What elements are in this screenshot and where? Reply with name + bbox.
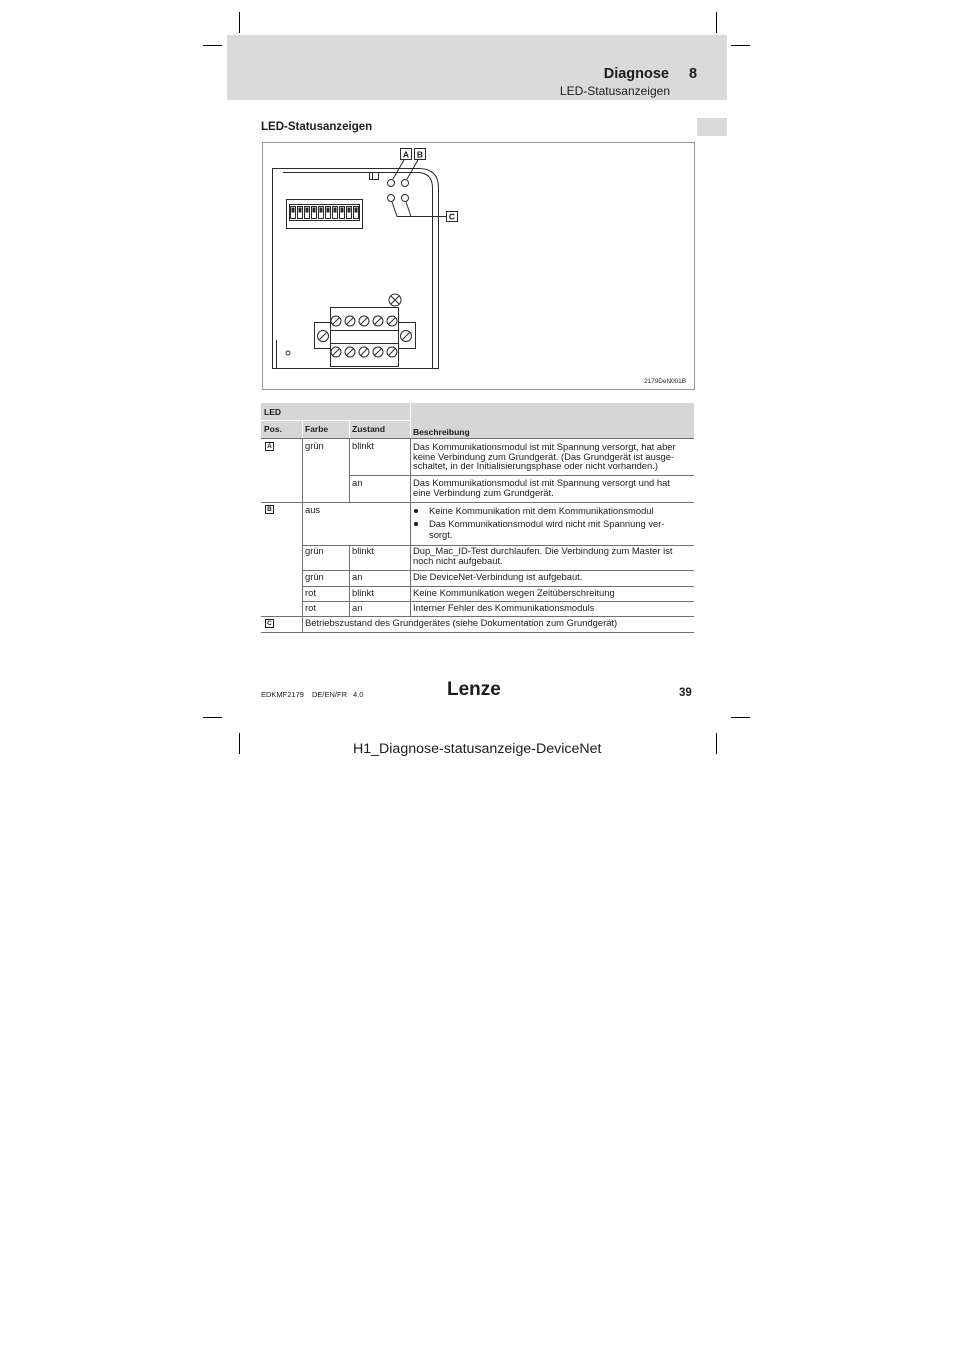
table-header-beschreibung: Beschreibung [413, 427, 470, 437]
figure-id: 2179DeN001B [644, 378, 686, 385]
crop-mark-top-right-horizontal [731, 45, 750, 46]
a-farbe: grün [305, 440, 324, 451]
file-caption: H1_Diagnose-statusanzeige-DeviceNet [353, 741, 602, 757]
b-row-5-farbe: rot [305, 602, 316, 613]
b-aus-bullet-2-line-1: Das Kommunikationsmodul wird nicht mit Spannung ver- [429, 518, 665, 529]
terminal-slot-bottom-1 [333, 349, 340, 356]
footer-version: 4.0 [353, 690, 364, 699]
text-line: keine Verbindung zum Grundgerät. (Das Grundgerät ist ausge- [413, 450, 675, 462]
table-rule-c-bottom [261, 632, 694, 633]
dip-switch-knob-4 [313, 208, 316, 213]
lenze-logo: Lenze [447, 679, 501, 700]
table-vline-pos [302, 438, 303, 632]
table-header-zustand: Zustand [352, 424, 386, 434]
footer-languages: DE/EN/FR [312, 690, 348, 699]
table-header-led: LED [264, 407, 281, 417]
table-header-subcols-cell [261, 421, 410, 438]
text-line: noch nicht aufgebaut. [413, 555, 503, 566]
terminal-slot-bottom-4 [375, 349, 382, 356]
leader-line-c-right [406, 202, 411, 217]
leader-line-a [393, 160, 404, 179]
terminal-slot-bottom-2 [347, 349, 354, 356]
b-row-2-farbe: grün [305, 545, 324, 556]
text-line: Dup_Mac_ID-Test durchlaufen. Die Verbindung zum Master ist [413, 545, 673, 556]
text-line: Das Kommunikationsmodul ist mit Spannung versorgt und hat [413, 477, 670, 488]
dip-switch-knob-7 [334, 208, 337, 213]
page-title: LED-Statusanzeigen [261, 121, 373, 133]
section-title: LED-Statusanzeigen [559, 84, 670, 98]
b-row-4-farbe: rot [305, 587, 316, 598]
text-line: schaltet, in der Initialisierungsphase oder nicht vorhanden.) [413, 460, 658, 472]
table-vline-zustand [410, 438, 411, 616]
b-row-3-farbe: grün [305, 571, 324, 582]
leader-line-c-left [392, 202, 446, 217]
terminal-slot-bottom-3 [361, 349, 368, 356]
led-c-right [402, 195, 409, 202]
dip-switch-knob-9 [348, 208, 351, 213]
a-beschreibung-1 [413, 442, 676, 471]
crop-mark-bottom-left-horizontal [203, 717, 222, 718]
pos-a-icon: A [265, 442, 274, 451]
table-vline-farbe-b [349, 545, 350, 616]
terminal-slot-bottom-5 [389, 349, 396, 356]
bullet-icon [414, 522, 418, 526]
a-zustand-2: an [352, 477, 363, 488]
table-rule-header-bottom [261, 438, 694, 439]
b-row-2-beschreibung [413, 546, 673, 566]
a-zustand-1: blinkt [352, 440, 374, 451]
table-rule-a-sub [349, 475, 694, 476]
led-b [402, 180, 409, 187]
dip-switch-knob-8 [341, 208, 344, 213]
dip-switch-knob-5 [320, 208, 323, 213]
table-header-separator-1 [302, 421, 303, 438]
b-row-4-beschreibung: Keine Kommunikation wegen Zeitüberschreitung [413, 587, 615, 598]
crop-mark-bottom-right-vertical [716, 733, 717, 754]
terminal-bracket-left-slot [320, 333, 327, 340]
terminal-slot-top-4 [375, 318, 382, 325]
terminal-slot-top-5 [389, 318, 396, 325]
bullet-icon [414, 509, 418, 513]
a-beschreibung-2 [413, 478, 670, 498]
b-row-5-beschreibung: Interner Fehler des Kommunikationsmoduls [413, 602, 595, 613]
b-row-4-zustand: blinkt [352, 587, 374, 598]
table-header-group-cell [261, 403, 410, 420]
housing-outline [273, 169, 439, 369]
housing-hole [286, 351, 290, 355]
page-number: 39 [679, 687, 692, 699]
pos-b-icon: B [265, 505, 274, 514]
table-vline-farbe-a [349, 438, 350, 502]
dip-switch-knob-1 [292, 208, 295, 213]
crop-mark-bottom-right-horizontal [731, 717, 750, 718]
label-a: A [402, 149, 410, 160]
leader-line-b [407, 160, 418, 179]
device-drawing [262, 142, 694, 389]
text-line: Das Kommunikationsmodul ist mit Spannung versorgt, hat aber [413, 441, 676, 452]
table-header-farbe: Farbe [305, 424, 329, 434]
text-line: eine Verbindung zum Grundgerät. [413, 487, 554, 498]
crop-mark-top-left-horizontal [203, 45, 222, 46]
led-c-left [388, 195, 395, 202]
c-beschreibung: Betriebszustand des Grundgerätes (siehe Dokumentation zum Grundgerät) [305, 617, 618, 628]
housing-notch [370, 173, 379, 180]
terminal-slot-top-3 [361, 318, 368, 325]
table-rule-a-bottom [261, 502, 694, 503]
dip-switch-knob-2 [299, 208, 302, 213]
b-aus-farbe: aus [305, 504, 321, 515]
b-row-3-zustand: an [352, 571, 363, 582]
table-header-pos: Pos. [264, 424, 282, 434]
led-a [388, 180, 395, 187]
label-b: B [416, 149, 424, 160]
terminal-slot-top-2 [347, 318, 354, 325]
crop-mark-top-right-vertical [716, 12, 717, 33]
crop-mark-bottom-left-vertical [239, 733, 240, 754]
b-row-3-beschreibung: Die DeviceNet-Verbindung ist aufgebaut. [413, 571, 583, 582]
table-header-separator-2 [349, 421, 350, 438]
chapter-title: Diagnose [603, 66, 669, 82]
b-aus-bullet-1: Keine Kommunikation mit dem Kommunikationsmodul [429, 505, 654, 516]
dip-switch-knob-3 [306, 208, 309, 213]
housing-inner-edge [283, 173, 433, 369]
footer-doc-code: EDKMF2179 [261, 690, 304, 699]
terminal-bracket-right-slot [403, 333, 410, 340]
label-c: C [448, 211, 456, 222]
dip-switch-knob-6 [327, 208, 330, 213]
terminal-slot-top-1 [333, 318, 340, 325]
chapter-tab-marker [697, 118, 727, 136]
pos-c-icon: C [265, 619, 274, 628]
b-aus-bullet-2-line-2: sorgt. [429, 529, 453, 540]
dip-switch-knob-10 [355, 208, 358, 213]
b-row-5-zustand: an [352, 602, 363, 613]
chapter-number: 8 [689, 66, 698, 82]
b-row-2-zustand: blinkt [352, 545, 374, 556]
crop-mark-top-left-vertical [239, 12, 240, 33]
